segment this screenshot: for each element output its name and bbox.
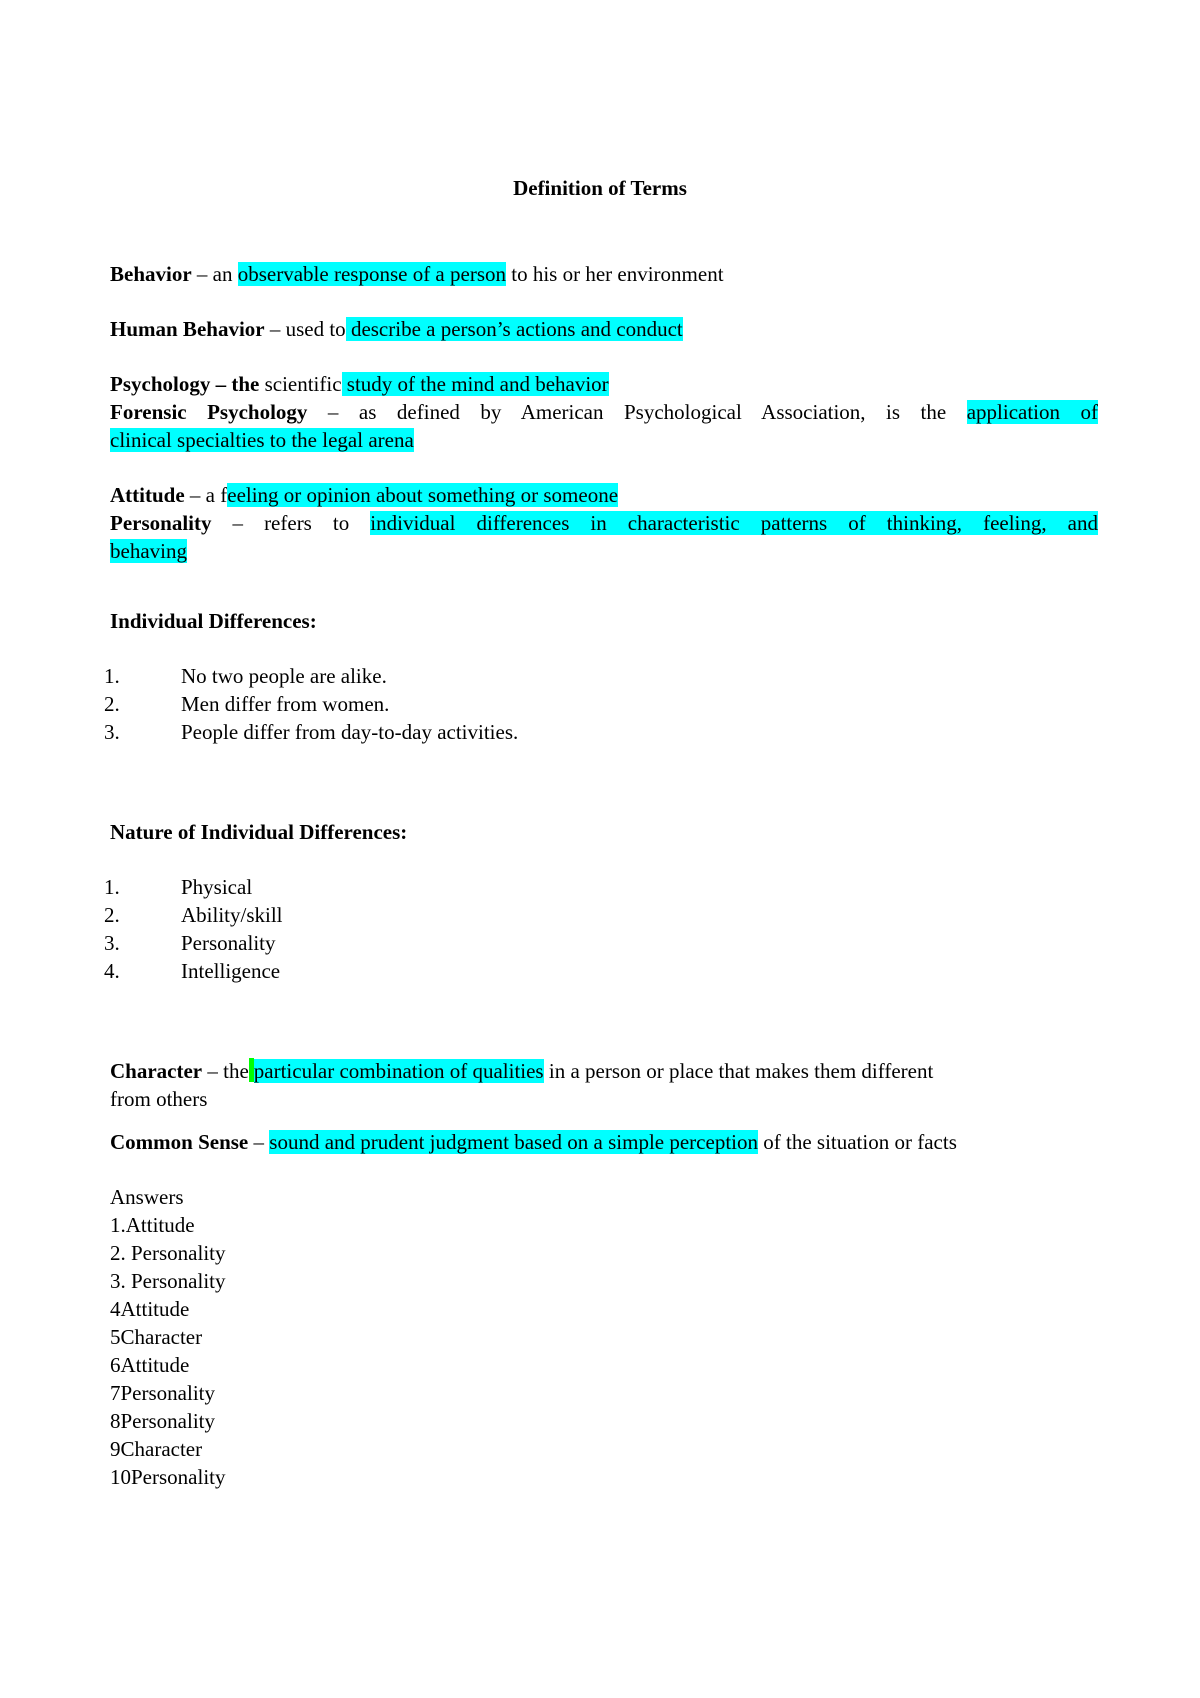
term: Behavior bbox=[110, 262, 192, 286]
highlight: study of the mind and behavior bbox=[341, 372, 609, 396]
answer-item: 10Personality bbox=[110, 1465, 226, 1489]
term: Character bbox=[110, 1059, 203, 1083]
list-item: 2. Men differ from women. bbox=[104, 692, 390, 716]
highlight: behaving bbox=[110, 539, 187, 563]
list-item: 2. Ability/skill bbox=[104, 903, 283, 927]
term: Attitude bbox=[110, 483, 185, 507]
definition-personality: Personality – refers to individual differences in characteristic patterns of thinking, feeling, and bbox=[110, 511, 1098, 535]
highlight: describe a person’s actions and conduct bbox=[345, 317, 683, 341]
definition-character-continued: from others bbox=[110, 1087, 208, 1111]
list-item: 3. Personality bbox=[104, 931, 276, 955]
definition-forensic-psychology: Forensic Psychology – as defined by American Psychological Association, is the application of bbox=[110, 400, 1099, 424]
definition-psychology: Psychology – the scientific study of the mind and behavior bbox=[110, 372, 609, 396]
definition-attitude: Attitude – a feeling or opinion about something or someone bbox=[110, 483, 619, 507]
term: Psychology – the bbox=[110, 372, 260, 396]
page-title: Definition of Terms bbox=[513, 176, 687, 200]
highlight: application of bbox=[966, 400, 1099, 424]
answer-item: 2. Personality bbox=[110, 1241, 226, 1265]
list-item: 4. Intelligence bbox=[104, 959, 281, 983]
answers-heading: Answers bbox=[110, 1185, 184, 1209]
answer-item: 5Character bbox=[110, 1325, 203, 1349]
individual-differences-heading: Individual Differences: bbox=[110, 609, 317, 633]
highlight: individual differences in characteristic patterns of thinking, feeling, and bbox=[370, 511, 1098, 535]
highlight: particular combination of qualities bbox=[253, 1059, 544, 1083]
answer-item: 8Personality bbox=[110, 1409, 215, 1433]
term: Human Behavior bbox=[110, 317, 265, 341]
list-item: 1. Physical bbox=[104, 875, 253, 899]
highlight: eeling or opinion about something or someone bbox=[227, 483, 619, 507]
definition-personality-continued bbox=[110, 537, 187, 565]
definition-behavior: Behavior – an observable response of a person to his or her environment bbox=[110, 262, 724, 286]
highlight: observable response of a person bbox=[237, 262, 506, 286]
answer-item: 9Character bbox=[110, 1437, 203, 1461]
definition-forensic-continued bbox=[110, 426, 414, 454]
definition-character: Character – the particular combination of qualities in a person or place that makes them different bbox=[110, 1059, 934, 1083]
list-item: 3. People differ from day-to-day activities. bbox=[104, 720, 519, 744]
answer-item: 1.Attitude bbox=[110, 1213, 195, 1237]
highlight: sound and prudent judgment based on a simple perception bbox=[269, 1130, 758, 1154]
term: Personality bbox=[110, 511, 212, 535]
definition-common-sense: Common Sense – sound and prudent judgment based on a simple perception of the situation or facts bbox=[110, 1130, 957, 1154]
answer-item: 7Personality bbox=[110, 1381, 215, 1405]
answer-item: 3. Personality bbox=[110, 1269, 226, 1293]
answer-item: 6Attitude bbox=[110, 1353, 190, 1377]
term: Forensic Psychology bbox=[110, 400, 308, 424]
answer-item: 4Attitude bbox=[110, 1297, 190, 1321]
highlight: clinical specialties to the legal arena bbox=[110, 428, 414, 452]
term: Common Sense bbox=[110, 1130, 249, 1154]
definition-human-behavior: Human Behavior – used to describe a person’s actions and conduct bbox=[110, 317, 683, 341]
nature-heading: Nature of Individual Differences: bbox=[110, 820, 408, 844]
list-item: 1. No two people are alike. bbox=[104, 664, 387, 688]
